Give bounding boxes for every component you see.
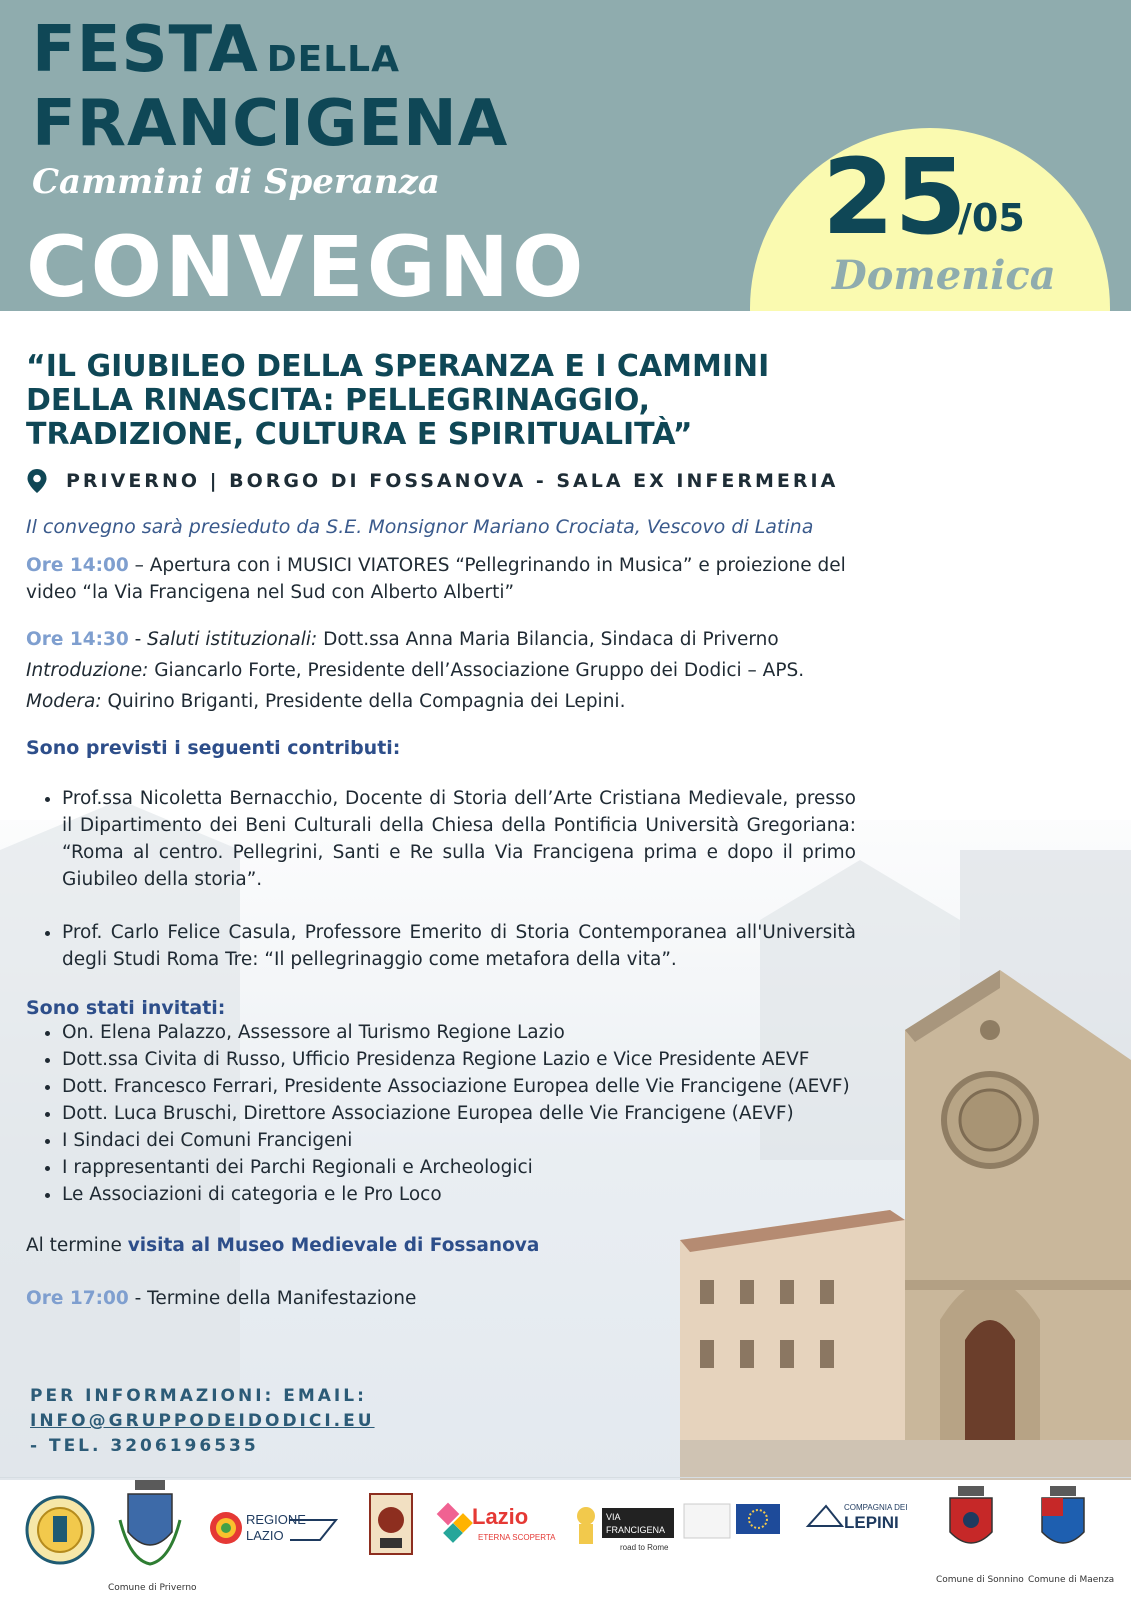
lepini-top-text: COMPAGNIA DEI (844, 1503, 908, 1512)
presided-by: Il convegno sarà presieduto da S.E. Monsignor Mariano Crociata, Vescovo di Latina (26, 516, 814, 538)
time-1400: Ore 14:00 (26, 555, 129, 576)
saluti-label: Saluti istituzionali: (147, 629, 318, 650)
introduzione-label: Introduzione: (26, 660, 149, 681)
invitati-heading: Sono stati invitati: (26, 997, 226, 1019)
conference-title: “IL GIUBILEO DELLA SPERANZA E I CAMMINI DELLA RINASCITA: PELLEGRINAGGIO, TRADIZIONE, CULTURA E SPIRITUALITÀ” (26, 349, 770, 452)
modera-label: Modera: (26, 691, 102, 712)
priverno-crest-logo (108, 1480, 197, 1593)
lazio-text: LAZIO (246, 1528, 284, 1543)
modera-line (26, 688, 856, 715)
closing-prefix: Al termine (26, 1235, 128, 1256)
date-day: 25 (822, 136, 967, 258)
contributi-list (26, 785, 856, 973)
introduzione-text: Giancarlo Forte, Presidente dell’Associazione Gruppo dei Dodici – APS. (148, 660, 805, 681)
invitato-item: • Dott.ssa Civita di Russo, Ufficio Presidenza Regione Lazio e Vice Presidente AEVF (62, 1046, 856, 1073)
email-link[interactable]: INFO@GRUPPODEIDODICI.EU (30, 1411, 375, 1431)
francigena-word: FRANCIGENA (32, 87, 509, 161)
event-subtitle: Cammini di Speranza (32, 162, 440, 202)
maenza-caption: Comune di Maenza (1028, 1575, 1115, 1585)
road-to-rome-text: road to Rome (620, 1543, 669, 1552)
lazio-tagline-text: ETERNA SCOPERTA (478, 1533, 556, 1542)
francigena-sud-logo (370, 1494, 412, 1554)
contact-info (30, 1384, 670, 1459)
location-text: PRIVERNO | BORGO DI FOSSANOVA - SALA EX INFERMERIA (66, 470, 839, 492)
program-sep-1430: - (128, 629, 148, 650)
lazio-eterna-scoperta-logo (437, 1503, 556, 1543)
della-word: DELLA (266, 39, 400, 80)
gruppo-dodici-logo (27, 1497, 93, 1563)
via-francigena-logo (577, 1504, 780, 1552)
footer-divider (0, 1477, 1131, 1478)
invitato-item: • I Sindaci dei Comuni Francigeni (62, 1127, 856, 1154)
time-1430: Ore 14:30 (26, 629, 129, 650)
lepini-text: LEPINI (844, 1513, 899, 1532)
program-text-1700: - Termine della Manifestazione (128, 1288, 417, 1309)
priverno-caption: Comune di Priverno (108, 1583, 197, 1593)
invitato-item: • Le Associazioni di categoria e le Pro Loco (62, 1181, 856, 1208)
modera-text: Quirino Briganti, Presidente della Compagnia dei Lepini. (101, 691, 626, 712)
date-weekday: Domenica (832, 252, 1056, 299)
main-content (26, 350, 856, 1312)
festa-title (32, 13, 400, 87)
location-pin-icon (26, 468, 48, 494)
lazio-brand-text: Lazio (472, 1504, 529, 1529)
phone-text: - TEL. 3206196535 (30, 1436, 259, 1456)
location-line (26, 468, 856, 494)
invitato-item: • Dott. Luca Bruschi, Direttore Associazione Europea delle Vie Francigene (AEVF) (62, 1100, 856, 1127)
program-item-1700 (26, 1285, 856, 1312)
info-prefix: PER INFORMAZIONI: EMAIL: (30, 1386, 367, 1406)
header-banner (0, 0, 1131, 311)
date-month: /05 (958, 196, 1025, 240)
sonnino-caption: Comune di Sonnino (936, 1575, 1024, 1585)
museum-visit: visita al Museo Medievale di Fossanova (127, 1235, 540, 1256)
time-1700: Ore 17:00 (26, 1288, 129, 1309)
program-text-1400: – Apertura con i MUSICI VIATORES “Pellegrinando in Musica” e proiezione del video “la Via Francigena nel Sud con Alberto Alberti” (26, 555, 846, 603)
francigena-text: FRANCIGENA (606, 1525, 666, 1535)
saluti-text: Dott.ssa Anna Maria Bilancia, Sindaca di Priverno (317, 629, 779, 650)
introduzione-line (26, 657, 856, 684)
closing-line (26, 1232, 856, 1259)
invitato-item: • I rappresentanti dei Parchi Regionali e Archeologici (62, 1154, 856, 1181)
program-item-1430 (26, 626, 856, 653)
regione-lazio-logo (210, 1512, 336, 1544)
partner-logos (0, 1480, 1131, 1600)
contributi-heading: Sono previsti i seguenti contributi: (26, 737, 401, 759)
contributo-item: • Prof. Carlo Felice Casula, Professore Emerito di Storia Contemporanea all'Università degli Studi Roma Tre: “Il pellegrinaggio come metafora della vita”. (62, 919, 856, 973)
via-text: VIA (606, 1512, 621, 1522)
invitato-item: • On. Elena Palazzo, Assessore al Turismo Regione Lazio (62, 1019, 856, 1046)
convegno-heading: CONVEGNO (26, 218, 587, 311)
program-item-1400 (26, 552, 856, 606)
invitati-list (26, 1019, 856, 1208)
regione-text: REGIONE (246, 1512, 306, 1527)
compagnia-lepini-logo (808, 1503, 907, 1532)
invitato-item: • Dott. Francesco Ferrari, Presidente Associazione Europea delle Vie Francigene (AEVF) (62, 1073, 856, 1100)
sonnino-crest-logo (936, 1486, 1024, 1585)
festa-word: FESTA (32, 13, 259, 87)
contributo-item: • Prof.ssa Nicoletta Bernacchio, Docente di Storia dell’Arte Cristiana Medievale, presso il Dipartimento dei Beni Culturali della Chiesa della Pontificia Università Gregoriana: “Roma al centro. Pellegrini, Santi e Re sulla Via Francigena prima e dopo il primo Giubileo della storia”. (62, 785, 856, 893)
maenza-crest-logo (1028, 1486, 1114, 1585)
